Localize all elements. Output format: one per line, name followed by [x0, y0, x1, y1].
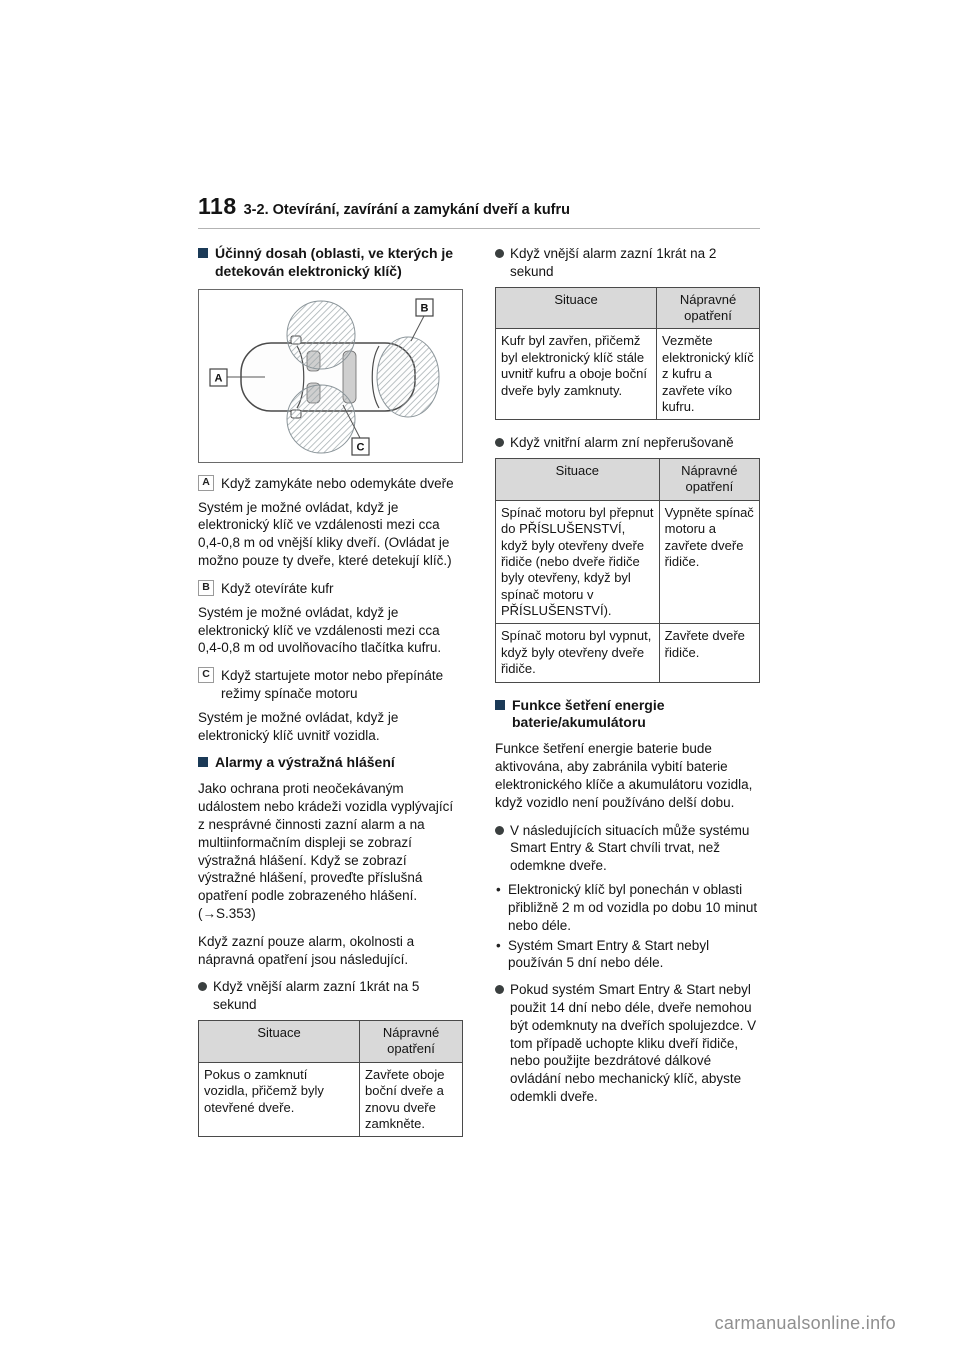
bullet-text: Když vnější alarm zazní 1krát na 5 sekund — [213, 979, 420, 1013]
table-cell-situation: Spínač motoru byl vypnut, když byly otevřeny dveře řidiče. — [496, 624, 660, 682]
key-item-a-title: Když zamykáte nebo odemykáte dveře — [221, 475, 454, 491]
key-item-b-title: Když otevíráte kufr — [221, 580, 334, 596]
paragraph-range-a: Systém je možné ovládat, když je elektronický klíč ve vzdálenosti mezi cca 0,4-0,8 m od vnější kliky dveří. (Ovládat je možno pouze ty dveře, které detekují klíč.) — [198, 499, 452, 569]
heading-text: Funkce šetření energie baterie/akumulátoru — [512, 696, 665, 731]
bullet-text: V následujících situacích může systému Smart Entry & Start chvíli trvat, než odemkne dveře. — [510, 822, 750, 874]
dot-icon — [495, 438, 504, 447]
key-box-c: C — [198, 667, 214, 683]
table-header-situation: Situace — [496, 287, 657, 329]
diagram-label-b — [416, 299, 433, 316]
dot-icon — [495, 826, 504, 835]
dot-icon — [496, 937, 501, 955]
key-box-b: B — [198, 580, 214, 596]
sub-bullet-key-left — [495, 881, 760, 934]
table-row — [496, 500, 760, 624]
table-header-remedy: Nápravné opatření — [659, 459, 759, 501]
table-cell-remedy: Zavřete dveře řidiče. — [659, 624, 759, 682]
table-row — [496, 329, 760, 420]
page-header — [198, 193, 760, 229]
car-top-view-figure — [202, 293, 459, 459]
page-number: 118 — [198, 193, 237, 219]
bullet-alarm-2s — [495, 245, 760, 281]
table-row — [199, 1062, 463, 1137]
svg-text:B: B — [420, 302, 429, 315]
paragraph-alarms-1: Jako ochrana proti neočekávaným událostem nebo krádeži vozidla vyplývající z nesprávné činnosti zazní alarm a na multiinformačním displeji se zobrazí výstražná hlášení. Když se zobrazí výstražné hlášení, proveďte příslušná opatření podle zobrazeného hlášení. (→S.353) — [198, 781, 454, 921]
heading-battery-saving — [495, 697, 760, 733]
paragraph-alarms-2: Když zazní pouze alarm, okolnosti a nápravná opatření jsou následující. — [198, 933, 415, 967]
sub-bullet-text: Elektronický klíč byl ponechán v oblasti přibližně 2 m od vozidla po dobu 10 minut nebo déle. — [508, 882, 758, 933]
watermark: carmanualsonline.info — [714, 1313, 896, 1333]
table-cell-situation: Spínač motoru byl přepnut do PŘÍSLUŠENSTVÍ, když byly otevřeny dveře řidiče (nebo dveře řidiče byly otevřeny, když byl spínač motoru v PŘÍSLUŠENSTVÍ). — [496, 500, 660, 624]
table-header-row — [496, 287, 760, 329]
key-box-a: A — [198, 475, 214, 491]
square-bullet-icon — [198, 248, 208, 258]
bullet-text: Pokud systém Smart Entry & Start nebyl použit 14 dní nebo déle, dveře nemohou být odemknuty na dveřích spolujezdce. V tom případě uchopte kliku dveří řidiče, nebo použijte bezdrátové dálkové ovládání nebo mechanický klíč, abyste odemkli dveře. — [510, 982, 757, 1104]
square-bullet-icon — [198, 757, 208, 767]
content-columns — [198, 243, 760, 1151]
detection-zone-door-bottom — [287, 385, 355, 453]
sub-bullet-not-used — [495, 937, 760, 973]
table-header-remedy: Nápravné opatření — [657, 287, 760, 329]
heading-text: Alarmy a výstražná hlášení — [215, 754, 395, 771]
table-alarm-5s — [198, 1020, 463, 1137]
square-bullet-icon — [495, 700, 505, 710]
table-cell-situation: Pokus o zamknutí vozidla, přičemž byly otevřené dveře. — [199, 1062, 360, 1137]
table-cell-remedy: Vypněte spínač motoru a zavřete dveře řidiče. — [659, 500, 759, 624]
bullet-text: Když vnější alarm zazní 1krát na 2 sekund — [510, 246, 717, 279]
heading-text: Účinný dosah (oblasti, ve kterých je detekován elektronický klíč) — [215, 245, 454, 279]
key-item-c-title: Když startujete motor nebo přepínáte režimy spínače motoru — [221, 668, 444, 701]
dot-icon — [495, 249, 504, 258]
detection-zone-trunk — [377, 337, 439, 417]
heading-alarms — [198, 754, 463, 772]
table-header-remedy: Nápravné opatření — [360, 1021, 463, 1063]
svg-text:C: C — [356, 441, 365, 454]
column-right — [495, 243, 760, 1151]
table-header-situation: Situace — [496, 459, 660, 501]
bullet-alarm-continuous — [495, 434, 760, 452]
detection-range-diagram — [198, 289, 463, 463]
bullet-battery-1 — [495, 822, 760, 875]
table-cell-remedy: Zavřete oboje boční dveře a znovu dveře zamkněte. — [360, 1062, 463, 1137]
table-cell-situation: Kufr byl zavřen, přičemž byl elektronický klíč stále uvnitř kufru a oboje boční dveře byly zamknuty. — [496, 329, 657, 420]
bullet-battery-2 — [495, 981, 760, 1106]
diagram-label-c — [352, 438, 369, 455]
svg-text:A: A — [214, 372, 223, 385]
key-item-b — [198, 580, 463, 598]
table-header-row — [199, 1021, 463, 1063]
key-item-a — [198, 475, 463, 493]
column-left — [198, 243, 463, 1151]
dot-icon — [495, 985, 504, 994]
sub-bullet-text: Systém Smart Entry & Start nebyl používán 5 dní nebo déle. — [508, 937, 710, 971]
paragraph-battery: Funkce šetření energie baterie bude aktivována, aby zabránila vybití baterie elektronického klíče a akumulátoru vozidla, když vozidlo není používáno delší dobu. — [495, 741, 753, 810]
table-header-row — [496, 459, 760, 501]
table-alarm-2s — [495, 287, 760, 421]
table-cell-remedy: Vezměte elektronický klíč z kufru a zavřete víko kufru. — [657, 329, 760, 420]
bullet-alarm-5s — [198, 978, 463, 1014]
table-alarm-continuous — [495, 458, 760, 683]
connector-b — [411, 316, 424, 341]
dot-icon — [198, 982, 207, 991]
section-title: 3-2. Otevírání, zavírání a zamykání dveří a kufru — [243, 202, 571, 218]
key-item-c — [198, 667, 463, 703]
dot-icon — [496, 881, 501, 899]
paragraph-range-c: Systém je možné ovládat, když je elektronický klíč uvnitř vozidla. — [198, 709, 399, 743]
table-row — [496, 624, 760, 682]
detection-zone-door-top — [287, 301, 355, 369]
heading-effective-range — [198, 245, 463, 281]
table-header-situation: Situace — [199, 1021, 360, 1063]
diagram-label-a — [210, 369, 227, 386]
bullet-text: Když vnitřní alarm zní nepřerušovaně — [510, 435, 734, 451]
paragraph-range-b: Systém je možné ovládat, když je elektronický klíč ve vzdálenosti mezi cca 0,4-0,8 m od uvolňovacího tlačítka kufru. — [198, 604, 442, 656]
